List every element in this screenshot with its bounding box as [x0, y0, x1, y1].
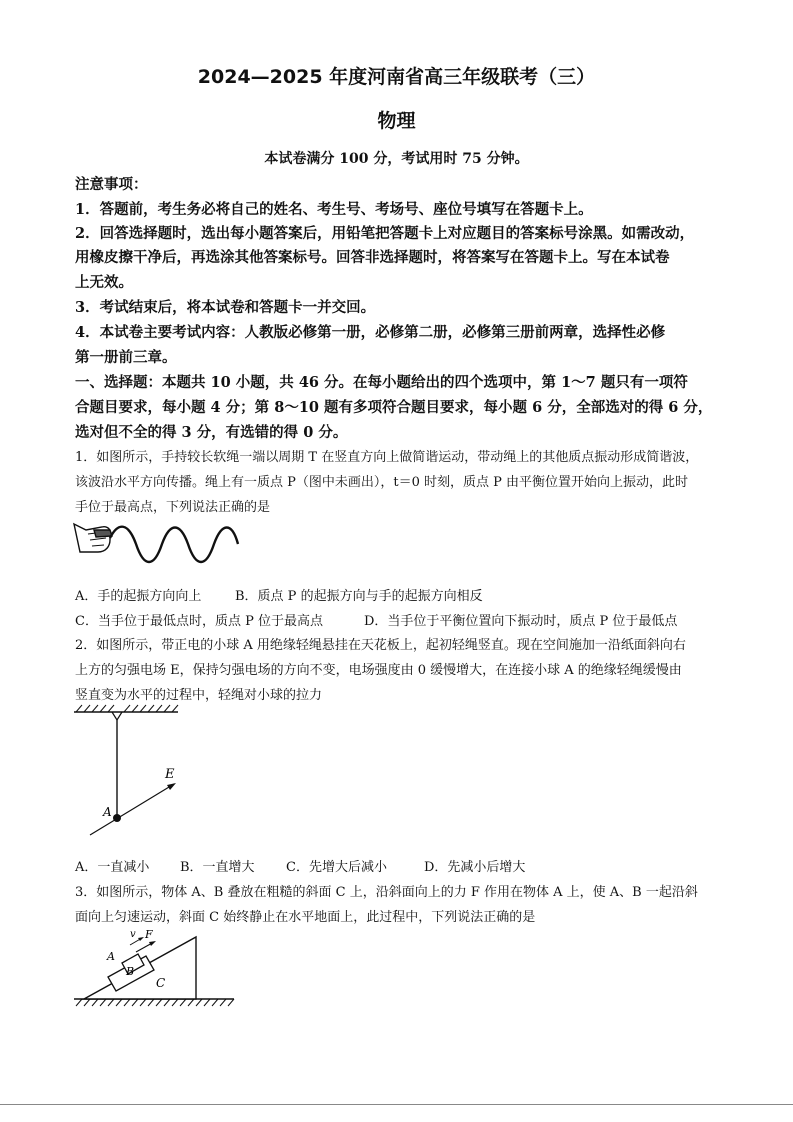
q1-wave-figure: [70, 518, 250, 574]
label-e: E: [165, 767, 175, 782]
q3-stem-line-2: 面向上匀速运动，斜面 C 始终静止在水平地面上，此过程中，下列说法正确的是: [75, 910, 536, 925]
q2-option-d: D．先减小后增大: [424, 860, 526, 875]
exam-title: 2024—2025 年度河南省高三年级联考（三）: [197, 66, 596, 88]
label-b: B: [126, 965, 135, 978]
label-f: F: [145, 928, 153, 941]
q1-option-c: C．当手位于最低点时，质点 P 位于最高点: [75, 614, 323, 629]
section-instructions-line-2: 合题目要求，每小题 4 分；第 8～10 题有多项符合题目要求，每小题 6 分，全部选对的得 6 分，: [75, 399, 713, 416]
notes-item-3: 3．考试结束后，将本试卷和答题卡一并交回。: [75, 299, 376, 316]
label-a: A: [103, 805, 112, 819]
notes-heading: 注意事项：: [75, 176, 148, 193]
ball-a: [113, 814, 121, 822]
notes-item-2-line-1: 2．回答选择题时，选出每小题答案后，用铅笔把答题卡上对应题目的答案标号涂黑。如需改动，: [75, 225, 695, 242]
ground-hatch: [74, 999, 234, 1006]
q2-stem-line-1: 2．如图所示，带正电的小球 A 用绝缘轻绳悬挂在天花板上，起初轻绳竖直。现在空间施加一沿纸面斜向右: [75, 638, 686, 653]
notes-item-2-line-2: 用橡皮擦干净后，再选涂其他答案标号。回答非选择题时，将答案写在答题卡上。写在本试卷: [75, 249, 670, 266]
velocity-arrow-icon: [138, 937, 144, 941]
notes-item-1: 1．答题前，考生务必将自己的姓名、考生号、考场号、座位号填写在答题卡上。: [75, 201, 593, 218]
q1-option-d: D．当手位于平衡位置向下振动时，质点 P 位于最低点: [364, 614, 678, 629]
q1-option-b: B．质点 P 的起振方向与手的起振方向相反: [235, 589, 483, 604]
q3-stem-line-1: 3．如图所示，物体 A、B 叠放在粗糙的斜面 C 上，沿斜面向上的力 F 作用在物体 A 上，使 A、B 一起沿斜: [75, 885, 698, 900]
rope-wave: [110, 527, 238, 562]
hook: [112, 712, 122, 720]
q2-option-a: A．一直减小: [75, 860, 150, 875]
notes-item-4-line-1: 4．本试卷主要考试内容：人教版必修第一册，必修第二册，必修第三册前两章，选择性必修: [75, 324, 666, 341]
q2-option-b: B．一直增大: [180, 860, 255, 875]
q1-stem-line-3: 手位于最高点，下列说法正确的是: [75, 500, 271, 515]
label-a: A: [107, 950, 115, 963]
notes-item-2-line-3: 上无效。: [75, 274, 133, 291]
label-v: v: [130, 929, 136, 940]
q2-stem-line-2: 上方的匀强电场 E，保持匀强电场的方向不变，电场强度由 0 缓慢增大，在连接小球 A 的绝缘轻绳缓慢由: [75, 663, 682, 678]
section-instructions-line-3: 选对但不全的得 3 分，有选错的得 0 分。: [75, 424, 348, 441]
hand-icon: [74, 524, 112, 552]
q1-stem-line-1: 1．如图所示，手持较长软绳一端以周期 T 在竖直方向上做简谐运动，带动绳上的其他质点振动形成简谐波，: [75, 450, 699, 465]
force-arrow-icon: [149, 941, 156, 946]
notes-item-4-line-2: 第一册前三章。: [75, 349, 177, 366]
subject-title: 物理: [377, 110, 416, 132]
page-bottom-divider: [0, 1104, 793, 1105]
ceiling-hatch: [74, 705, 178, 712]
q2-option-c: C．先增大后减小: [286, 860, 387, 875]
q3-incline-figure: [70, 925, 240, 1010]
q1-stem-line-2: 该波沿水平方向传播。绳上有一质点 P（图中未画出），t＝0 时刻，质点 P 由平衡位置开始向上振动，此时: [75, 475, 689, 490]
q2-stem-line-3: 竖直变为水平的过程中，轻绳对小球的拉力: [75, 688, 323, 703]
q2-pendulum-figure: [70, 700, 190, 840]
section-instructions-line-1: 一、选择题：本题共 10 小题，共 46 分。在每小题给出的四个选项中，第 1～7 题只有一项符: [75, 374, 688, 391]
label-c: C: [156, 976, 166, 990]
field-arrow-icon: [167, 783, 176, 790]
score-note: 本试卷满分 100 分，考试用时 75 分钟。: [264, 151, 529, 167]
q1-option-a: A．手的起振方向向上: [75, 589, 202, 604]
